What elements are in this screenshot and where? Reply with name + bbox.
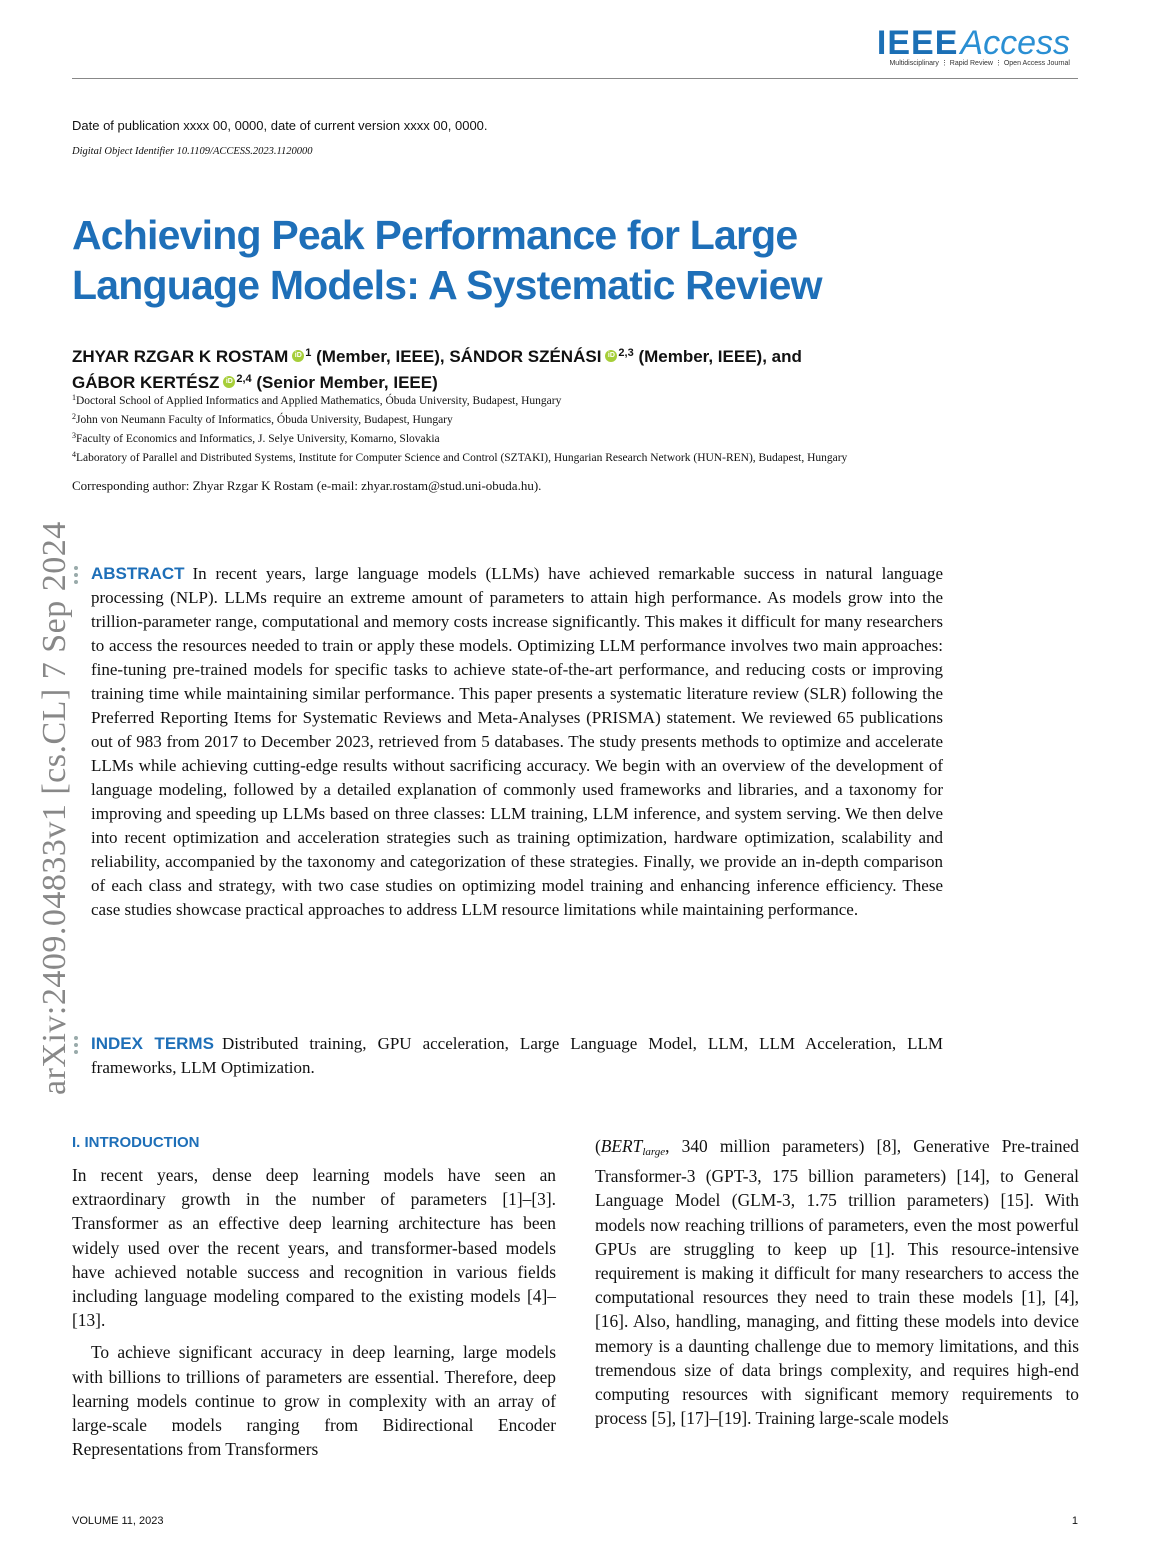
affiliation-item — [72, 447, 932, 466]
affiliation-number: 1 — [72, 393, 76, 402]
paragraph: In recent years, dense deep learning models have seen an extraordinary growth in the number of parameters [1]–[3]. Transformer as an effective deep learning architecture has been widely used over the recent years, and transformer-based models have achieved notable success and recognition in various fields including language modeling compared to the existing models [4]–[13]. — [72, 1165, 556, 1331]
affiliation-text: Faculty of Economics and Informatics, J. Selye University, Komarno, Slovakia — [76, 433, 440, 445]
index-terms — [91, 1032, 943, 1080]
affiliation-text: Laboratory of Parallel and Distributed Systems, Institute for Computer Science and Control (SZTAKI), Hungarian Research Network (HUN-REN), Budapest, Hungary — [76, 452, 848, 464]
publication-date: Date of publication xxxx 00, 0000, date of current version xxxx 00, 0000. — [72, 118, 488, 133]
paper-title: Achieving Peak Performance for Large Language Models: A Systematic Review — [72, 212, 822, 308]
abstract-label: ABSTRACT — [91, 564, 185, 583]
right-column — [595, 1134, 1079, 1430]
paragraph: ($BERT_{large}$, 340 million parameters) [8], Generative Pre-trained Transformer-3 (GPT-3, 175 billion parameters) [14], to General Language Model (GLM-3, 1.75 trillion parameters) [15]. With models now reaching trillions of parameters, even the most powerful GPUs are struggling to keep up [1]. This resource-intensive requirement is making it difficult for many researchers to access the computational resources they need to train these models [1], [4], [16]. Also, handling, managing, and fitting these models into device memory is a daunting challenge due to memory limitations, and this tremendous size of data brings complexity, and requires high-end computing resources with significant memory requirements to process [5], [17]–[19]. Training large-scale models — [595, 1136, 1079, 1429]
orcid-icon[interactable]: iD — [292, 350, 304, 362]
orcid-icon[interactable]: iD — [605, 350, 617, 362]
logo-access: Access — [960, 24, 1070, 62]
author-name: GÁBOR KERTÉSZ — [72, 373, 220, 392]
footer-volume: VOLUME 11, 2023 — [72, 1515, 164, 1527]
author-role: (Member, IEEE), — [316, 347, 450, 366]
affiliation-text: John von Neumann Faculty of Informatics, Óbuda University, Budapest, Hungary — [76, 414, 453, 426]
author-affil-sup: 2,3 — [618, 347, 634, 359]
affiliation-text: Doctoral School of Applied Informatics and Applied Mathematics, Óbuda University, Budapest, Hungary — [76, 395, 562, 407]
index-terms-label: INDEX TERMS — [91, 1034, 214, 1053]
paragraph-text: , 340 million parameters) [8], Generative Pre-trained Transformer-3 (GPT-3, 175 billion parameters) [14], to General Language Model (GLM-3, 1.75 trillion parameters) [15]. With models now reaching trillions of parameters, even the most powerful GPUs are struggling to keep up [1]. This resource-intensive requirement is making it difficult for many researchers to access the computational resources they need to train these models [1], [4], [16]. Also, handling, managing, and fitting these models into device memory is a daunting challenge due to memory limitations, and this tremendous size of data brings complexity, and requires high-end computing resources with significant memory requirements to process [5], [17]–[19]. Training large-scale models — [595, 1136, 1079, 1429]
index-terms-marker-icon — [74, 1036, 80, 1057]
arxiv-stamp: arXiv:2409.04833v1 [cs.CL] 7 Sep 2024 — [36, 521, 73, 1095]
author-affil-sup: 2,4 — [236, 373, 252, 385]
journal-logo — [877, 24, 1070, 67]
author-name: ZHYAR RZGAR K ROSTAM — [72, 347, 289, 366]
affiliation-number: 4 — [72, 450, 76, 459]
doi: Digital Object Identifier 10.1109/ACCESS.2023.1120000 — [72, 146, 313, 157]
affiliation-item — [72, 390, 932, 409]
affiliation-number: 3 — [72, 431, 76, 440]
left-column — [72, 1163, 556, 1461]
abstract-text: In recent years, large language models (LLMs) have achieved remarkable success in natural language processing (NLP). LLMs require an extreme amount of parameters to attain high performance. As models grow into the trillion-parameter range, computational and memory costs increase significantly. This makes it difficult for many researchers to access the resources needed to train or apply these models. Optimizing LLM performance involves two main approaches: fine-tuning pre-trained models for specific tasks to achieve state-of-the-art performance, and reducing costs or improving training time while maintaining similar performance. This paper presents a systematic literature review (SLR) following the Preferred Reporting Items for Systematic Reviews and Meta-Analyses (PRISMA) statement. We reviewed 65 publications out of 983 from 2017 to December 2023, retrieved from 5 databases. The study presents methods to optimize and accelerate LLMs while achieving cutting-edge results without sacrificing accuracy. We begin with an overview of the development of language modeling, followed by a detailed explanation of commonly used frameworks and libraries, and a taxonomy for improving and speeding up LLMs based on three classes: LLM training, LLM inference, and system serving. We then delve into recent optimization and acceleration strategies such as training optimization, hardware optimization, scalability and reliability, accompanied by the taxonomy and categorization of these strategies. Finally, we provide an in-depth comparison of each class and strategy, with two case studies on optimizing model training and enhancing inference efficiency. These case studies showcase practical approaches to address LLM resource limitations while maintaining performance. — [91, 564, 943, 919]
logo-tagline: Multidisciplinary ⋮ Rapid Review ⋮ Open Access Journal — [889, 60, 1070, 67]
corresponding-author: Corresponding author: Zhyar Rzgar K Rostam (e-mail: zhyar.rostam@stud.uni-obuda.hu). — [72, 478, 542, 493]
author-list — [72, 342, 972, 394]
logo-ieee: IEEE — [876, 24, 959, 62]
author-role: (Senior Member, IEEE) — [256, 373, 438, 392]
bert-subscript: large — [642, 1146, 666, 1158]
author-name: SÁNDOR SZÉNÁSI — [449, 347, 602, 366]
author-role: (Member, IEEE), and — [638, 347, 802, 366]
section-heading: I. INTRODUCTION — [72, 1134, 200, 1151]
affiliation-item — [72, 409, 932, 428]
affiliations — [72, 390, 932, 466]
bert-term: BERT — [600, 1136, 643, 1156]
abstract-marker-icon — [74, 566, 80, 587]
page-number: 1 — [1071, 1515, 1078, 1527]
affiliation-number: 2 — [72, 412, 76, 421]
header-divider — [72, 78, 1078, 79]
abstract — [91, 562, 943, 922]
orcid-icon[interactable]: iD — [223, 376, 235, 388]
index-terms-text: Distributed training, GPU acceleration, Large Language Model, LLM, LLM Acceleration, LLM frameworks, LLM Optimization. — [91, 1034, 943, 1077]
author-affil-sup: 1 — [305, 347, 312, 359]
affiliation-item — [72, 428, 932, 447]
paragraph: To achieve significant accuracy in deep learning, large models with billions to trillions of parameters are essential. Therefore, deep learning models continue to grow in complexity with an array of large-scale models ranging from Bidirectional Encoder Representations from Transformers — [72, 1342, 556, 1460]
